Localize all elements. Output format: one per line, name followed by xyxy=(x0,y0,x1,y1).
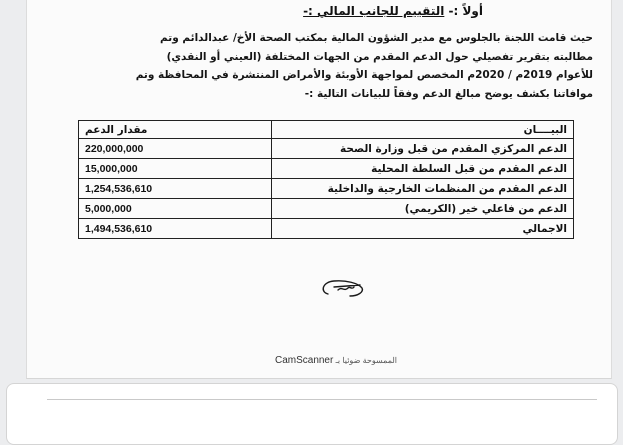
row-amount: 15,000,000 xyxy=(79,159,272,179)
table-row xyxy=(79,199,574,219)
heading-prefix: أولاً :- xyxy=(448,4,483,18)
header-amount: مقدار الدعم xyxy=(79,121,272,139)
scanner-brand: CamScanner xyxy=(274,355,334,366)
row-description: الدعم المقدم من قبل السلطة المحلية xyxy=(272,159,574,179)
section-heading xyxy=(303,4,483,18)
table-row xyxy=(79,179,574,199)
row-amount: 1,254,536,610 xyxy=(79,179,272,199)
table-row xyxy=(79,139,574,159)
signature-icon xyxy=(314,272,374,306)
row-description: الدعم المقدم من المنظمات الخارجية والداخلية xyxy=(272,179,574,199)
support-table xyxy=(78,120,574,239)
divider-line xyxy=(47,399,597,400)
row-amount: 1,494,536,610 xyxy=(79,219,272,239)
row-description: الاجمالي xyxy=(272,219,574,239)
header-description: البيــــان xyxy=(272,121,574,139)
intro-paragraph xyxy=(73,29,593,103)
row-amount: 5,000,000 xyxy=(79,199,272,219)
row-description: الدعم من فاعلي خير (الكريمي) xyxy=(272,199,574,219)
paragraph-line: للأعوام 2019م / 2020م المخصص لمواجهة الأوبئة والأمراض المنتشرة في المحافظة وتم xyxy=(135,69,593,81)
paragraph-line: مطالبته بتقرير تفصيلي حول الدعم المقدم من الجهات المختلفة (العيني أو النقدي) xyxy=(166,50,593,63)
next-page-card[interactable] xyxy=(6,383,618,445)
camscanner-watermark xyxy=(275,355,397,366)
scanned-with-label: الممسوحة ضوئيا بـ xyxy=(335,356,397,365)
paragraph-line: موافاتنا بكشف يوضح مبالغ الدعم وفقاً للبيانات التالية :- xyxy=(304,87,593,100)
table-header-row xyxy=(79,121,574,139)
table-row xyxy=(79,159,574,179)
heading-title: التقييم للجانب المالي :- xyxy=(303,4,445,18)
scanned-page xyxy=(26,0,612,379)
paragraph-line: حيث قامت اللجنة بالجلوس مع مدير الشؤون المالية بمكتب الصحة الأخ/ عبدالدائم وتم xyxy=(160,32,593,44)
row-amount: 220,000,000 xyxy=(79,139,272,159)
row-description: الدعم المركزي المقدم من قبل وزارة الصحة xyxy=(272,139,574,159)
table-row-total xyxy=(79,219,574,239)
